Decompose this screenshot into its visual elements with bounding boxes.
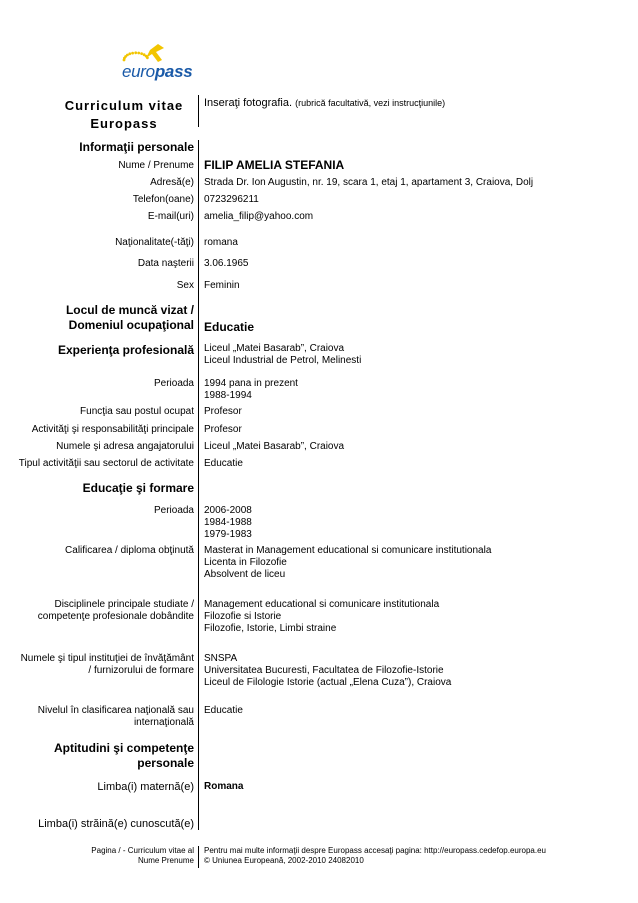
desired-label-line1: Locul de muncă vizat / xyxy=(65,303,194,317)
logo-text xyxy=(122,62,192,82)
address-value: Strada Dr. Ion Augustin, nr. 19, scara 1, etaj 1, apartament 3, Craiova, Dolj xyxy=(204,177,534,188)
name-label: Nume / Prenume xyxy=(118,160,194,171)
desired-employment-label xyxy=(66,303,194,333)
skills-title-line1: Aptitudini şi competenţe xyxy=(53,741,194,755)
workplace-item: Liceul „Matei Basarab”, Craiova xyxy=(204,343,345,354)
photo-note xyxy=(204,97,445,109)
eu-star-icon xyxy=(128,52,131,55)
workplace-list xyxy=(204,343,361,367)
email-value: amelia_filip@yahoo.com xyxy=(204,211,314,222)
footer-left-line2: Nume Prenume xyxy=(137,856,194,865)
edu-period-label: Perioada xyxy=(153,505,194,516)
mother-tongue-label: Limba(i) maternă(e) xyxy=(97,781,194,793)
photo-note-main: Inseraţi fotografia. xyxy=(204,97,293,109)
cv-title-line2: Europass xyxy=(90,116,158,131)
footer-right-line1: Pentru mai multe informaţii despre Europass accesaţi pagina: http://europass.cedefop.europa.eu xyxy=(204,846,546,855)
subjects-value xyxy=(204,599,439,635)
institution-label-line1: Numele şi tipul instituţiei de învăţământ xyxy=(20,653,194,664)
institution-item: SNSPA xyxy=(204,653,238,664)
qualification-label: Calificarea / diploma obţinută xyxy=(65,545,194,556)
divider-main xyxy=(198,140,199,830)
eu-star-icon xyxy=(140,52,143,55)
position-label: Funcţia sau postul ocupat xyxy=(80,406,194,417)
exp-period-value xyxy=(204,378,298,402)
employer-value: Liceul „Matei Basarab”, Craiova xyxy=(204,441,345,452)
subjects-item: Management educational si comunicare institutionala xyxy=(204,599,440,610)
foreign-languages-label: Limba(i) străină(e) cunoscută(e) xyxy=(38,818,194,830)
workplace-item: Liceul Industrial de Petrol, Melinesti xyxy=(204,355,362,366)
level-value: Educatie xyxy=(204,705,243,716)
eu-star-icon xyxy=(131,52,134,55)
eu-star-icon xyxy=(137,52,140,55)
subjects-item: Filozofie si Istorie xyxy=(204,611,282,622)
qualification-item: Licenta in Filozofie xyxy=(204,557,287,568)
institution-item: Liceul de Filologie Istorie (actual „Elena Cuza”), Craiova xyxy=(204,677,452,688)
address-label: Adresă(e) xyxy=(150,177,194,188)
birthdate-value: 3.06.1965 xyxy=(204,258,249,269)
subjects-label-line2: competenţe profesionale dobândite xyxy=(37,611,194,622)
phone-label: Telefon(oane) xyxy=(132,194,194,205)
nationality-value: romana xyxy=(204,237,238,248)
eu-star-icon xyxy=(134,51,137,54)
institution-item: Universitatea Bucuresti, Facultatea de Filozofie-Istorie xyxy=(204,665,444,676)
edu-period-item: 1984-1988 xyxy=(204,517,252,528)
footer-left xyxy=(91,846,194,866)
activities-value: Profesor xyxy=(204,424,242,435)
photo-note-small: (rubrică facultativă, vezi instrucţiunile) xyxy=(295,98,446,108)
section-personal-info: Informaţii personale xyxy=(79,140,194,154)
email-label: E-mail(uri) xyxy=(147,211,194,222)
subjects-item: Filozofie, Istorie, Limbi straine xyxy=(204,623,337,634)
subjects-label xyxy=(38,599,194,623)
cv-title xyxy=(54,97,194,133)
divider-top xyxy=(198,95,199,127)
institution-value xyxy=(204,653,451,689)
section-experience: Experienţa profesională xyxy=(57,343,194,357)
level-label xyxy=(38,705,194,729)
sex-label: Sex xyxy=(176,280,194,291)
exp-period-item: 1988-1994 xyxy=(204,390,252,401)
desired-label-line2: Domeniul ocupaţional xyxy=(68,318,194,332)
europass-logo xyxy=(106,38,198,88)
footer-right-line2: © Uniunea Europeană, 2002-2010 24082010 xyxy=(204,856,364,865)
qualification-item: Masterat in Management educational si comunicare institutionala xyxy=(204,545,492,556)
level-label-line2: internaţională xyxy=(133,717,194,728)
sector-value: Educatie xyxy=(204,458,243,469)
logo-text-pass: pass xyxy=(154,62,193,81)
footer-right xyxy=(204,846,546,866)
name-value: FILIP AMELIA STEFANIA xyxy=(204,158,345,172)
sector-label: Tipul activităţii sau sectorul de activitate xyxy=(18,458,194,469)
exp-period-item: 1994 pana in prezent xyxy=(204,378,298,389)
level-label-line1: Nivelul în clasificarea naţională sau xyxy=(37,705,194,716)
qualification-value xyxy=(204,545,491,581)
sex-value: Feminin xyxy=(204,280,240,291)
eu-star-icon xyxy=(126,54,129,57)
desired-employment-value: Educatie xyxy=(204,320,255,334)
employer-label: Numele şi adresa angajatorului xyxy=(56,441,194,452)
divider-footer xyxy=(198,846,199,868)
mother-tongue-value: Romana xyxy=(204,781,244,792)
section-skills xyxy=(54,741,194,771)
edu-period-value xyxy=(204,505,252,541)
edu-period-item: 1979-1983 xyxy=(204,529,252,540)
figure-icon xyxy=(146,44,164,62)
cv-title-line1: Curriculum vitae xyxy=(64,98,184,113)
birthdate-label: Data naşterii xyxy=(137,258,194,269)
edu-period-item: 2006-2008 xyxy=(204,505,252,516)
position-value: Profesor xyxy=(204,406,242,417)
section-education: Educaţie şi formare xyxy=(82,481,194,495)
skills-title-line2: personale xyxy=(137,756,194,770)
logo-text-euro: euro xyxy=(122,62,155,81)
footer-left-line1: Pagina / - Curriculum vitae al xyxy=(91,846,194,855)
activities-label: Activităţi şi responsabilităţi principale xyxy=(31,424,194,435)
institution-label xyxy=(21,653,194,677)
exp-period-label: Perioada xyxy=(153,378,194,389)
institution-label-line2: / furnizorului de formare xyxy=(88,665,194,676)
nationality-label: Naţionalitate(-tăţi) xyxy=(115,237,194,248)
qualification-item: Absolvent de liceu xyxy=(204,569,286,580)
phone-value: 0723296211 xyxy=(204,194,259,205)
subjects-label-line1: Disciplinele principale studiate / xyxy=(54,599,194,610)
